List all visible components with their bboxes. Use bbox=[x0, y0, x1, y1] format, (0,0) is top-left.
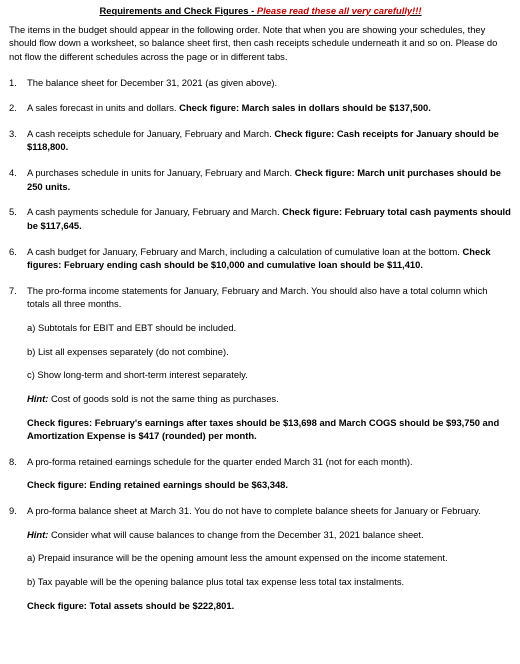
sub-item: b) Tax payable will be the opening balance plus total tax expense less total tax instalments. bbox=[27, 575, 405, 587]
check-figure: Check figures: February ending cash should be $10,000 and cumulative loan should be $11,410. bbox=[27, 245, 491, 271]
requirements-list bbox=[9, 76, 512, 613]
sub-item: a) Prepaid insurance will be the opening amount less the amount expensed on the income statement. bbox=[27, 552, 448, 564]
item-text: The pro-forma income statements for January, February and March. You should also have a total column which totals all three months. bbox=[27, 284, 488, 310]
check-figure: Check figure: March unit purchases should be 250 units. bbox=[27, 167, 501, 192]
title-main: Requirements and Check Figures - bbox=[99, 5, 257, 16]
list-item bbox=[9, 455, 512, 492]
list-item bbox=[9, 504, 512, 612]
hint-label: Hint: bbox=[27, 528, 49, 540]
item-number: 5. bbox=[9, 206, 17, 218]
item-number: 6. bbox=[9, 245, 17, 257]
sub-item: b) List all expenses separately (do not combine). bbox=[27, 345, 229, 357]
item-number: 3. bbox=[9, 127, 17, 139]
list-item bbox=[9, 166, 512, 193]
item-text: A cash payments schedule for January, February and March. bbox=[27, 206, 280, 218]
check-figure: Check figure: March sales in dollars should be $137,500. bbox=[179, 102, 431, 114]
hint-text: Cost of goods sold is not the same thing as purchases. bbox=[48, 392, 279, 404]
check-figure: Check figure: Ending retained earnings should be $63,348. bbox=[27, 479, 289, 491]
item-number: 7. bbox=[9, 284, 17, 296]
list-item bbox=[9, 284, 512, 443]
item-text: A cash receipts schedule for January, February and March. bbox=[27, 127, 272, 139]
item-text: A pro-forma balance sheet at March 31. You do not have to complete balance sheets for January or February. bbox=[27, 505, 481, 516]
list-item bbox=[9, 76, 512, 90]
item-text: A pro-forma retained earnings schedule for the quarter ended March 31 (not for each month). bbox=[27, 455, 413, 467]
page-title bbox=[9, 4, 512, 18]
check-figure: Check figures: February's earnings after taxes should be $13,698 and March COGS should be $93,750 and Amortization Expense is $417 (rounded) per month. bbox=[27, 416, 500, 442]
item-number: 2. bbox=[9, 102, 17, 114]
hint-label: Hint: bbox=[27, 392, 49, 404]
sub-item: a) Subtotals for EBIT and EBT should be included. bbox=[27, 322, 237, 333]
list-item bbox=[9, 205, 512, 232]
item-text: The balance sheet for December 31, 2021 (as given above). bbox=[27, 76, 278, 88]
list-item bbox=[9, 127, 512, 154]
hint bbox=[27, 392, 512, 406]
title-emphasis: Please read these all very carefully!!! bbox=[256, 5, 422, 16]
hint-text: Consider what will cause balances to change from the December 31, 2021 balance sheet. bbox=[48, 528, 424, 540]
check-figure: Check figure: Total assets should be $222,801. bbox=[27, 599, 235, 611]
item-number: 1. bbox=[9, 76, 17, 88]
sub-item: c) Show long-term and short-term interest separately. bbox=[27, 369, 248, 381]
intro-paragraph: The items in the budget should appear in the following order. Note that when you are showing your schedules, they should flow down a worksheet, so balance sheet first, then cash receipts schedule underneath it and so on. Please do not flow the different schedules across the page or in different tabs. bbox=[9, 23, 498, 62]
check-figure: Check figure: February total cash payments should be $117,645. bbox=[27, 206, 511, 231]
list-item bbox=[9, 245, 512, 272]
item-number: 4. bbox=[9, 167, 17, 178]
check-figure: Check figure: Cash receipts for January should be $118,800. bbox=[27, 127, 499, 153]
item-text: A sales forecast in units and dollars. bbox=[27, 102, 177, 114]
item-number: 9. bbox=[9, 505, 17, 516]
item-number: 8. bbox=[9, 455, 17, 467]
list-item bbox=[9, 101, 512, 115]
item-text: A purchases schedule in units for January, February and March. bbox=[27, 167, 293, 178]
item-text: A cash budget for January, February and March, including a calculation of cumulative loan at the bottom. bbox=[27, 245, 460, 257]
hint bbox=[27, 528, 512, 542]
